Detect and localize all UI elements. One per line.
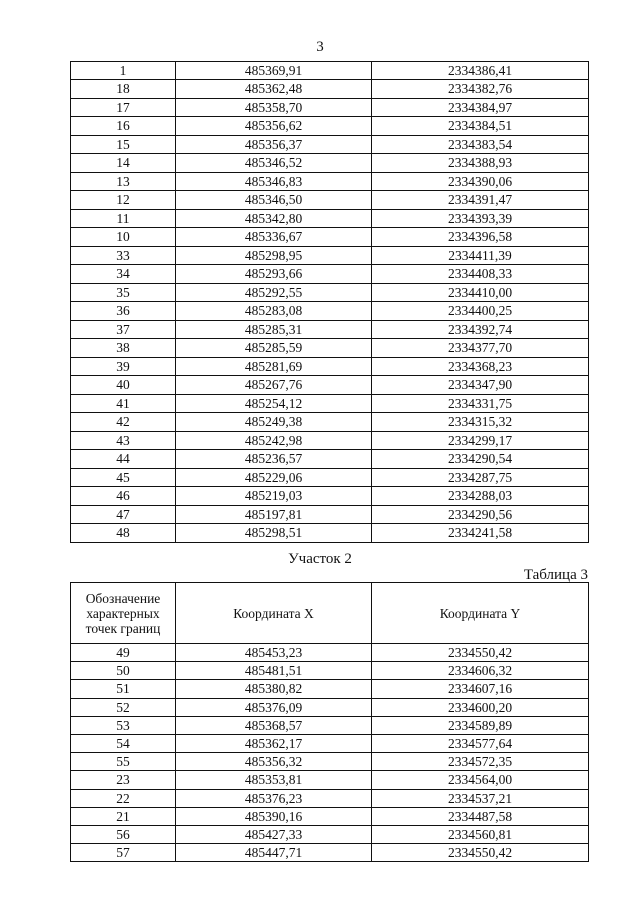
table-row (71, 644, 589, 662)
table-row (71, 662, 589, 680)
coordinates-table-body (71, 644, 589, 862)
coordinate-y-cell: 2334550,42 (372, 644, 589, 662)
point-number-cell: 36 (71, 302, 176, 320)
coordinate-y-cell: 2334386,41 (372, 62, 589, 80)
coordinate-x-cell: 485236,57 (176, 450, 372, 468)
point-number-cell: 42 (71, 413, 176, 431)
coordinate-x-cell: 485380,82 (176, 680, 372, 698)
coordinate-y-cell: 2334299,17 (372, 431, 589, 449)
table-row (71, 789, 589, 807)
point-number-cell: 37 (71, 320, 176, 338)
coordinate-x-cell: 485376,23 (176, 789, 372, 807)
header-point-line: Обозначение (85, 590, 161, 606)
point-number-cell: 1 (71, 62, 176, 80)
coordinate-x-cell: 485358,70 (176, 98, 372, 116)
table-row (71, 209, 589, 227)
coordinate-x-cell: 485346,83 (176, 172, 372, 190)
coordinate-x-cell: 485376,09 (176, 698, 372, 716)
coordinate-x-cell: 485356,37 (176, 135, 372, 153)
coordinate-y-cell: 2334606,32 (372, 662, 589, 680)
coordinate-x-cell: 485298,95 (176, 246, 372, 264)
coordinate-y-cell: 2334384,97 (372, 98, 589, 116)
point-number-cell: 34 (71, 265, 176, 283)
table-row (71, 265, 589, 283)
coordinate-x-cell: 485219,03 (176, 487, 372, 505)
table-row (71, 320, 589, 338)
header-coordinate-x: Координата X (176, 583, 372, 644)
header-point-designation (71, 583, 176, 644)
coordinate-y-cell: 2334607,16 (372, 680, 589, 698)
coordinate-y-cell: 2334408,33 (372, 265, 589, 283)
coordinate-y-cell: 2334347,90 (372, 376, 589, 394)
coordinate-x-cell: 485197,81 (176, 505, 372, 523)
coordinates-table-body (71, 62, 589, 543)
coordinate-x-cell: 485356,62 (176, 117, 372, 135)
point-number-cell: 52 (71, 698, 176, 716)
table-row (71, 302, 589, 320)
point-number-cell: 53 (71, 716, 176, 734)
table-row (71, 117, 589, 135)
table-row (71, 716, 589, 734)
table-row (71, 735, 589, 753)
point-number-cell: 55 (71, 753, 176, 771)
coordinate-x-cell: 485427,33 (176, 826, 372, 844)
point-number-cell: 17 (71, 98, 176, 116)
coordinate-x-cell: 485390,16 (176, 807, 372, 825)
point-number-cell: 16 (71, 117, 176, 135)
coordinate-x-cell: 485346,52 (176, 154, 372, 172)
coordinate-x-cell: 485285,59 (176, 339, 372, 357)
point-number-cell: 39 (71, 357, 176, 375)
point-number-cell: 21 (71, 807, 176, 825)
coordinate-x-cell: 485281,69 (176, 357, 372, 375)
point-number-cell: 22 (71, 789, 176, 807)
table-row (71, 413, 589, 431)
point-number-cell: 18 (71, 80, 176, 98)
point-number-cell: 11 (71, 209, 176, 227)
coordinate-x-cell: 485249,38 (176, 413, 372, 431)
coordinate-x-cell: 485285,31 (176, 320, 372, 338)
table-row (71, 339, 589, 357)
table-row (71, 376, 589, 394)
point-number-cell: 12 (71, 191, 176, 209)
coordinate-y-cell: 2334537,21 (372, 789, 589, 807)
point-number-cell: 35 (71, 283, 176, 301)
point-number-cell: 47 (71, 505, 176, 523)
coordinate-y-cell: 2334384,51 (372, 117, 589, 135)
table-row (71, 698, 589, 716)
table-row (71, 505, 589, 523)
coordinate-x-cell: 485362,17 (176, 735, 372, 753)
table-row (71, 246, 589, 264)
coordinate-x-cell: 485292,55 (176, 283, 372, 301)
table-row (71, 431, 589, 449)
coordinate-y-cell: 2334390,06 (372, 172, 589, 190)
coordinate-y-cell: 2334392,74 (372, 320, 589, 338)
point-number-cell: 57 (71, 844, 176, 862)
point-number-cell: 45 (71, 468, 176, 486)
coordinate-y-cell: 2334290,54 (372, 450, 589, 468)
coordinate-x-cell: 485481,51 (176, 662, 372, 680)
coordinate-x-cell: 485298,51 (176, 524, 372, 542)
coordinate-y-cell: 2334391,47 (372, 191, 589, 209)
coordinate-y-cell: 2334396,58 (372, 228, 589, 246)
coordinate-x-cell: 485447,71 (176, 844, 372, 862)
table-row (71, 80, 589, 98)
coordinate-y-cell: 2334572,35 (372, 753, 589, 771)
coordinate-y-cell: 2334290,56 (372, 505, 589, 523)
table-row (71, 487, 589, 505)
coordinate-y-cell: 2334315,32 (372, 413, 589, 431)
table-row (71, 807, 589, 825)
coordinates-table-continued (70, 61, 589, 543)
table-row (71, 154, 589, 172)
page-number: 3 (316, 39, 324, 55)
coordinate-y-cell: 2334377,70 (372, 339, 589, 357)
coordinate-y-cell: 2334331,75 (372, 394, 589, 412)
coordinate-y-cell: 2334577,64 (372, 735, 589, 753)
coordinate-y-cell: 2334288,03 (372, 487, 589, 505)
point-number-cell: 33 (71, 246, 176, 264)
coordinate-y-cell: 2334388,93 (372, 154, 589, 172)
section-title: Участок 2 (288, 551, 352, 567)
coordinate-x-cell: 485356,32 (176, 753, 372, 771)
table-row (71, 172, 589, 190)
table-row (71, 98, 589, 116)
point-number-cell: 41 (71, 394, 176, 412)
table-row (71, 450, 589, 468)
coordinate-y-cell: 2334560,81 (372, 826, 589, 844)
coordinate-x-cell: 485342,80 (176, 209, 372, 227)
header-point-line: характерных (86, 605, 160, 621)
table-row (71, 753, 589, 771)
table-row (71, 844, 589, 862)
point-number-cell: 46 (71, 487, 176, 505)
coordinates-table-3 (70, 582, 589, 862)
coordinate-x-cell: 485283,08 (176, 302, 372, 320)
coordinate-x-cell: 485293,66 (176, 265, 372, 283)
coordinate-y-cell: 2334550,42 (372, 844, 589, 862)
coordinate-y-cell: 2334487,58 (372, 807, 589, 825)
coordinate-x-cell: 485254,12 (176, 394, 372, 412)
table-header-row (71, 583, 589, 644)
table-row (71, 62, 589, 80)
coordinate-y-cell: 2334382,76 (372, 80, 589, 98)
point-number-cell: 49 (71, 644, 176, 662)
point-number-cell: 10 (71, 228, 176, 246)
point-number-cell: 48 (71, 524, 176, 542)
coordinate-y-cell: 2334410,00 (372, 283, 589, 301)
coordinate-y-cell: 2334564,00 (372, 771, 589, 789)
point-number-cell: 38 (71, 339, 176, 357)
coordinate-y-cell: 2334368,23 (372, 357, 589, 375)
table-row (71, 826, 589, 844)
table-row (71, 357, 589, 375)
table-row (71, 135, 589, 153)
coordinate-y-cell: 2334383,54 (372, 135, 589, 153)
coordinate-x-cell: 485353,81 (176, 771, 372, 789)
coordinate-x-cell: 485453,23 (176, 644, 372, 662)
table-row (71, 680, 589, 698)
table-row (71, 524, 589, 542)
table-row (71, 228, 589, 246)
table-row (71, 468, 589, 486)
coordinate-y-cell: 2334241,58 (372, 524, 589, 542)
table-caption: Таблица 3 (523, 567, 588, 583)
table-row (71, 394, 589, 412)
point-number-cell: 56 (71, 826, 176, 844)
coordinate-x-cell: 485346,50 (176, 191, 372, 209)
coordinate-y-cell: 2334589,89 (372, 716, 589, 734)
table-row (71, 191, 589, 209)
coordinate-x-cell: 485368,57 (176, 716, 372, 734)
coordinate-x-cell: 485267,76 (176, 376, 372, 394)
point-number-cell: 40 (71, 376, 176, 394)
table-row (71, 771, 589, 789)
coordinate-y-cell: 2334600,20 (372, 698, 589, 716)
point-number-cell: 23 (71, 771, 176, 789)
coordinate-y-cell: 2334287,75 (372, 468, 589, 486)
coordinate-x-cell: 485242,98 (176, 431, 372, 449)
header-coordinate-y: Координата Y (372, 583, 589, 644)
table-row (71, 283, 589, 301)
coordinate-y-cell: 2334400,25 (372, 302, 589, 320)
point-number-cell: 54 (71, 735, 176, 753)
point-number-cell: 50 (71, 662, 176, 680)
point-number-cell: 51 (71, 680, 176, 698)
point-number-cell: 13 (71, 172, 176, 190)
header-point-line: точек границ (85, 620, 161, 636)
coordinate-y-cell: 2334411,39 (372, 246, 589, 264)
coordinate-x-cell: 485362,48 (176, 80, 372, 98)
coordinate-x-cell: 485336,67 (176, 228, 372, 246)
point-number-cell: 44 (71, 450, 176, 468)
point-number-cell: 43 (71, 431, 176, 449)
coordinate-y-cell: 2334393,39 (372, 209, 589, 227)
coordinate-x-cell: 485229,06 (176, 468, 372, 486)
point-number-cell: 15 (71, 135, 176, 153)
coordinate-x-cell: 485369,91 (176, 62, 372, 80)
point-number-cell: 14 (71, 154, 176, 172)
